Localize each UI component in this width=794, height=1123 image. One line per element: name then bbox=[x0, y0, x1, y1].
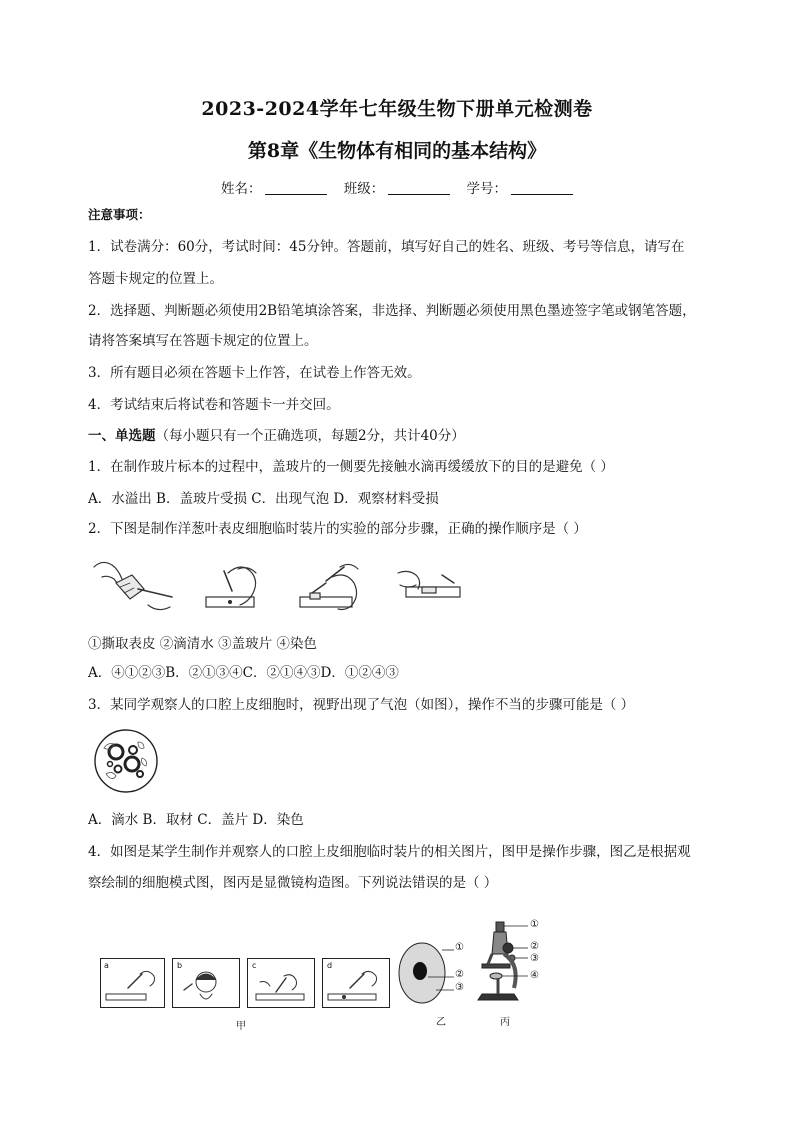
id-blank[interactable] bbox=[511, 182, 573, 195]
q4-panel-c-label: c bbox=[252, 961, 257, 970]
q2-step-labels: ①撕取表皮 ②滴清水 ③盖玻片 ④染色 bbox=[88, 636, 317, 652]
class-blank[interactable] bbox=[388, 182, 450, 195]
section-heading bbox=[88, 427, 465, 445]
q3-options: A．滴水 B．取材 C．盖片 D．染色 bbox=[88, 812, 304, 828]
scope-mark-3: ③ bbox=[530, 953, 539, 964]
q4-stem-line2: 察绘制的细胞模式图，图丙是显微镜构造图。下列说法错误的是（ ） bbox=[88, 875, 498, 891]
note-line: 答题卡规定的位置上。 bbox=[88, 271, 223, 287]
q3-stem: 3．某同学观察人的口腔上皮细胞时，视野出现了气泡（如图），操作不当的步骤可能是（ ） bbox=[88, 697, 635, 713]
cell-mark-3: ③ bbox=[455, 982, 464, 993]
scope-mark-1: ① bbox=[530, 919, 539, 930]
microscope-diagram bbox=[468, 918, 532, 1010]
name-blank[interactable] bbox=[265, 182, 327, 195]
q4-figure-yi bbox=[396, 938, 464, 1008]
q3-figure bbox=[88, 728, 164, 794]
note-line: 请将答案填写在答题卡规定的位置上。 bbox=[88, 333, 318, 349]
q4-fig-yi-caption: 乙 bbox=[436, 1017, 446, 1028]
class-label: 班级： bbox=[343, 181, 385, 197]
student-info-line bbox=[0, 177, 794, 197]
q4-panel-b-label: b bbox=[177, 961, 183, 970]
scope-mark-4: ④ bbox=[530, 970, 539, 981]
chapter-title: 第8章《生物体有相同的基本结构》 bbox=[247, 140, 547, 162]
q4-stem-line1: 4．如图是某学生制作并观察人的口腔上皮细胞临时装片的相关图片，图甲是操作步骤，图乙是根据观 bbox=[88, 844, 691, 860]
id-label: 学号： bbox=[466, 181, 508, 197]
scope-mark-2: ② bbox=[530, 941, 539, 952]
note-line: 4．考试结束后将试卷和答题卡一并交回。 bbox=[88, 397, 340, 413]
q4-fig-jia-caption: 甲 bbox=[236, 1021, 246, 1032]
q2-steps-illustration bbox=[88, 553, 468, 619]
q4-panel-a-label: a bbox=[104, 961, 109, 970]
cell-model-diagram bbox=[396, 938, 456, 1008]
q4-step-panels bbox=[100, 958, 390, 1008]
name-label: 姓名： bbox=[220, 181, 262, 197]
cell-mark-1: ① bbox=[455, 942, 464, 953]
q1-options: A．水溢出 B．盖玻片受损 C．出现气泡 D．观察材料受损 bbox=[88, 491, 439, 507]
q4-panel-b bbox=[173, 959, 240, 1008]
section-desc: （每小题只有一个正确选项，每题2分，共计40分） bbox=[155, 428, 465, 444]
note-line: 3．所有题目必须在答题卡上作答，在试卷上作答无效。 bbox=[88, 365, 421, 381]
note-line: 2．选择题、判断题必须使用2B铅笔填涂答案，非选择、判断题必须使用黑色墨迹签字笔或钢笔答题， bbox=[88, 303, 696, 319]
q2-options: A．④①②③B．②①③④C．②①④③D．①②④③ bbox=[88, 665, 399, 681]
q4-figure-bing bbox=[468, 918, 539, 1010]
q4-panel-d-label: d bbox=[327, 961, 333, 970]
cell-mark-2: ② bbox=[455, 969, 464, 980]
q2-stem: 2．下图是制作洋葱叶表皮细胞临时装片的实验的部分步骤，正确的操作顺序是（ ） bbox=[88, 521, 587, 537]
section-title: 一、单选题 bbox=[88, 428, 156, 444]
q4-fig-bing-caption: 丙 bbox=[500, 1017, 510, 1028]
q2-figure bbox=[88, 553, 468, 619]
note-line: 1．试卷满分：60分，考试时间：45分钟。答题前，填写好自己的姓名、班级、考号等信息，请写在 bbox=[88, 239, 685, 255]
exam-title: 2023-2024学年七年级生物下册单元检测卷 bbox=[201, 98, 593, 120]
notes-heading: 注意事项： bbox=[88, 207, 151, 222]
field-of-view-bubbles bbox=[88, 728, 164, 794]
q4-figure-jia bbox=[100, 958, 390, 1008]
q1-stem: 1．在制作玻片标本的过程中，盖玻片的一侧要先接触水滴再缓缓放下的目的是避免（ ） bbox=[88, 459, 614, 475]
